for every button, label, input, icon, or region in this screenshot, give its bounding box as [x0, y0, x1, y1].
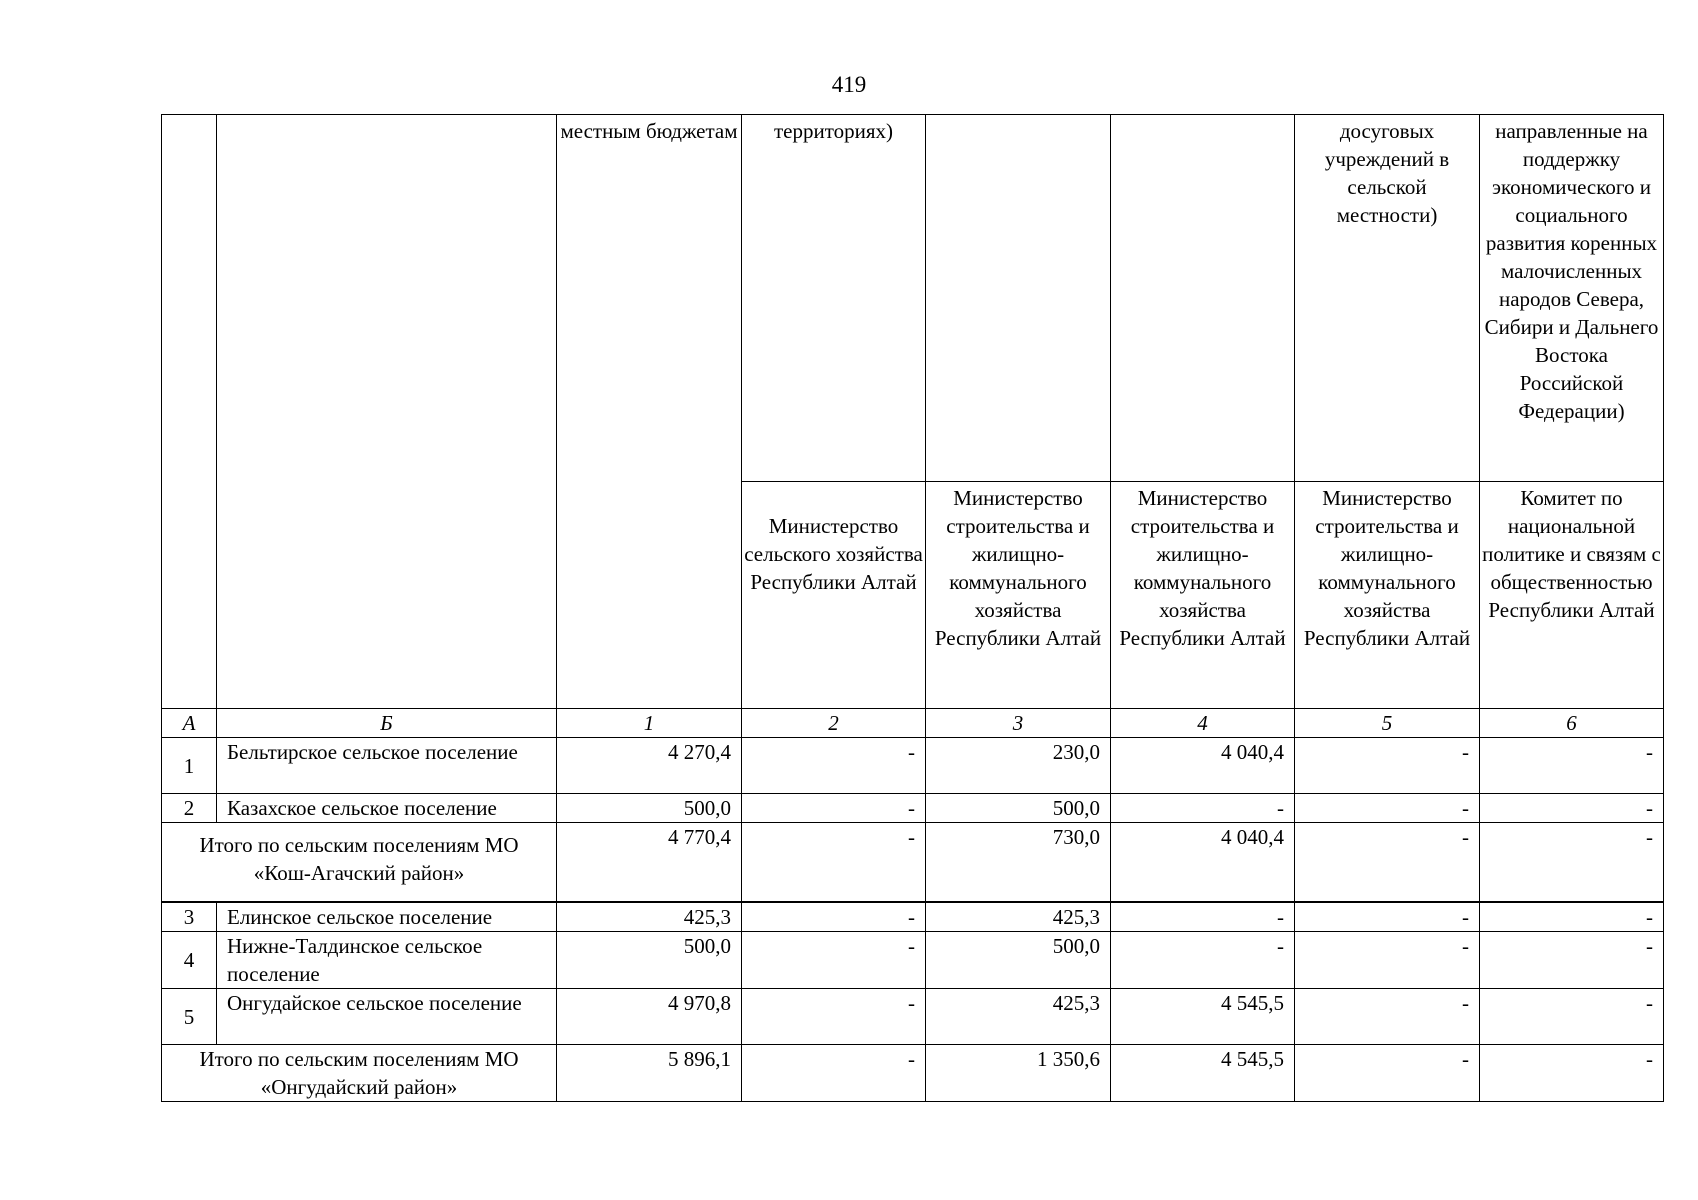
value-col-3: 425,3: [926, 902, 1111, 932]
row-number: 2: [162, 794, 217, 823]
org-col-6: Комитет по национальной политике и связям с общественностью Республики Алтай: [1480, 482, 1664, 709]
colnum-2: 2: [742, 709, 926, 738]
value-col-1: 500,0: [557, 932, 742, 989]
value-col-3: 730,0: [926, 823, 1111, 903]
value-col-5: -: [1295, 738, 1480, 794]
budget-table: [161, 114, 1664, 1102]
value-col-2: -: [742, 932, 926, 989]
row-number: 4: [162, 932, 217, 989]
value-col-4: -: [1111, 932, 1295, 989]
header-col-5: досуговых учреждений в сельской местности): [1295, 115, 1480, 482]
header-col-4: [1111, 115, 1295, 482]
value-col-4: 4 545,5: [1111, 989, 1295, 1045]
value-col-2: -: [742, 738, 926, 794]
settlement-name: Елинское сельское поселение: [217, 902, 557, 932]
row-number: 1: [162, 738, 217, 794]
value-col-6: -: [1480, 738, 1664, 794]
org-col-3: Министерство строительства и жилищно-коммунального хозяйства Республики Алтай: [926, 482, 1111, 709]
table-row: [162, 794, 1664, 823]
value-col-4: -: [1111, 794, 1295, 823]
header-col-3: [926, 115, 1111, 482]
value-col-3: 500,0: [926, 932, 1111, 989]
colnum-b: Б: [217, 709, 557, 738]
value-col-6: -: [1480, 1045, 1664, 1102]
settlement-name: Онгудайское сельское поселение: [217, 989, 557, 1045]
row-number: 3: [162, 902, 217, 932]
table-row: [162, 738, 1664, 794]
value-col-5: -: [1295, 989, 1480, 1045]
value-col-5: -: [1295, 823, 1480, 903]
colnum-1: 1: [557, 709, 742, 738]
table-row: [162, 989, 1664, 1045]
org-col-4: Министерство строительства и жилищно-коммунального хозяйства Республики Алтай: [1111, 482, 1295, 709]
table-row: [162, 902, 1664, 932]
settlement-name: Нижне-Талдинское сельское поселение: [217, 932, 557, 989]
subtotal-row: [162, 1045, 1664, 1102]
value-col-6: -: [1480, 794, 1664, 823]
value-col-5: -: [1295, 902, 1480, 932]
header-col-6: направленные на поддержку экономического и социального развития коренных малочисленных народов Севера, Сибири и Дальнего Востока Российской Федерации): [1480, 115, 1664, 482]
value-col-6: -: [1480, 902, 1664, 932]
colnum-3: 3: [926, 709, 1111, 738]
value-col-4: 4 040,4: [1111, 823, 1295, 903]
subtotal-row: [162, 823, 1664, 903]
value-col-5: -: [1295, 1045, 1480, 1102]
row-number: 5: [162, 989, 217, 1045]
value-col-4: -: [1111, 902, 1295, 932]
value-col-3: 1 350,6: [926, 1045, 1111, 1102]
value-col-1: 4 270,4: [557, 738, 742, 794]
value-col-2: -: [742, 902, 926, 932]
header-col-1: местным бюджетам: [557, 115, 742, 709]
colnum-6: 6: [1480, 709, 1664, 738]
value-col-1: 500,0: [557, 794, 742, 823]
colnum-a: А: [162, 709, 217, 738]
value-col-5: -: [1295, 794, 1480, 823]
subtotal-label: Итого по сельским поселениям МО «Кош-Агачский район»: [162, 823, 557, 903]
value-col-5: -: [1295, 932, 1480, 989]
value-col-3: 425,3: [926, 989, 1111, 1045]
value-col-6: -: [1480, 823, 1664, 903]
page-number: 419: [831, 72, 867, 97]
colnum-5: 5: [1295, 709, 1480, 738]
value-col-6: -: [1480, 989, 1664, 1045]
header-row-titles: [162, 115, 1664, 482]
settlement-name: Казахское сельское поселение: [217, 794, 557, 823]
colnum-4: 4: [1111, 709, 1295, 738]
value-col-2: -: [742, 823, 926, 903]
value-col-3: 500,0: [926, 794, 1111, 823]
value-col-1: 4 970,8: [557, 989, 742, 1045]
value-col-1: 5 896,1: [557, 1045, 742, 1102]
value-col-4: 4 040,4: [1111, 738, 1295, 794]
org-col-5: Министерство строительства и жилищно-коммунального хозяйства Республики Алтай: [1295, 482, 1480, 709]
table-row: [162, 932, 1664, 989]
settlement-name: Бельтирское сельское поселение: [217, 738, 557, 794]
header-cell-name: [217, 115, 557, 709]
subtotal-label: Итого по сельским поселениям МО «Онгудайский район»: [162, 1045, 557, 1102]
value-col-2: -: [742, 989, 926, 1045]
value-col-2: -: [742, 1045, 926, 1102]
header-col-2: территориях): [742, 115, 926, 482]
column-number-row: [162, 709, 1664, 738]
value-col-1: 425,3: [557, 902, 742, 932]
budget-table-container: [161, 114, 1663, 1099]
value-col-6: -: [1480, 932, 1664, 989]
value-col-4: 4 545,5: [1111, 1045, 1295, 1102]
value-col-1: 4 770,4: [557, 823, 742, 903]
header-cell-num: [162, 115, 217, 709]
value-col-2: -: [742, 794, 926, 823]
value-col-3: 230,0: [926, 738, 1111, 794]
org-col-2: Министерство сельского хозяйства Республики Алтай: [742, 482, 926, 709]
